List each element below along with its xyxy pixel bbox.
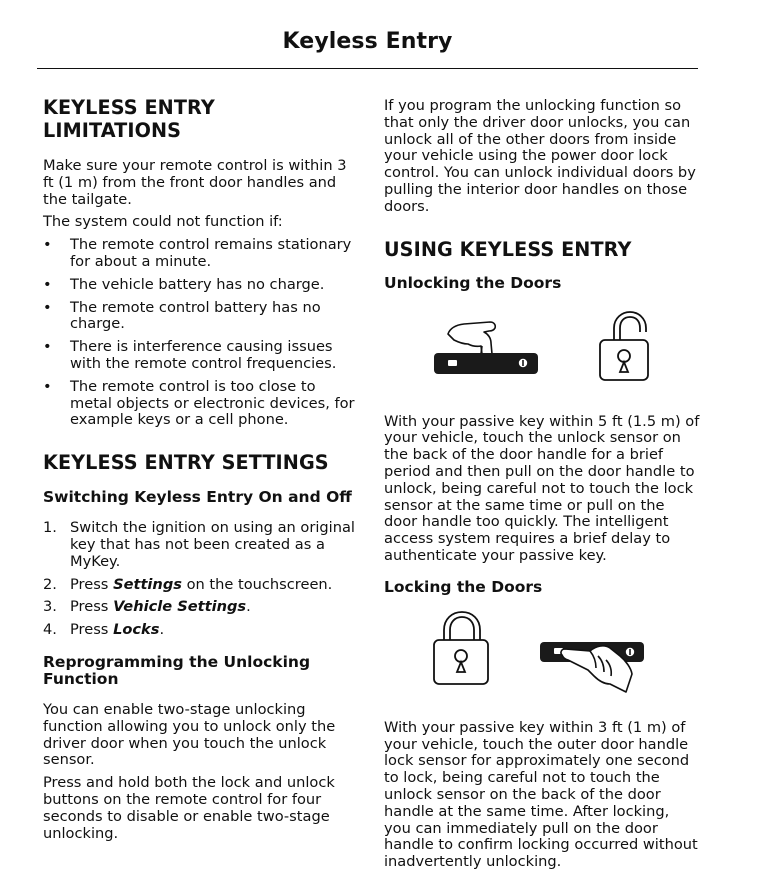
list-item: 4. Press Locks. <box>43 621 165 639</box>
list-item: 1. Switch the ignition on using an original key that has not been created as a MyKey. <box>43 519 355 570</box>
page-header <box>37 0 698 69</box>
locking-text: With your passive key within 3 ft (1 m) of your vehicle, touch the outer door handle lock sensor for approximately one second to lock, being careful not to touch the unlock sensor on the back of the door handle at the same time. After locking, you can immediately pull on the door handle to confirm locking occurred without inadvertently unlocking. <box>384 718 698 871</box>
list-item: • The remote control is too close to metal objects or electronic devices, for example keys or a cell phone. <box>43 377 355 429</box>
closed-padlock-icon <box>434 612 488 684</box>
open-padlock-icon <box>600 312 648 380</box>
settings-steps <box>43 520 356 639</box>
limitations-heading: KEYLESS ENTRY LIMITATIONS <box>43 96 215 142</box>
bullet-icon: • <box>43 298 52 316</box>
page-title: Keyless Entry <box>282 29 453 54</box>
unlocking-text: With your passive key within 5 ft (1.5 m) of your vehicle, touch the unlock sensor on the back of the door handle for a brief period and then pull on the door handle to unlock, being careful not to touch the lock sensor at the same time or pull on the door handle too quickly. The intelligent access system requires a brief delay to authenticate your passive key. <box>384 412 700 564</box>
limitations-list <box>43 237 356 429</box>
list-item: • There is interference causing issues with the remote control frequencies. <box>43 338 337 372</box>
settings-heading: KEYLESS ENTRY SETTINGS <box>43 451 329 475</box>
unlocking-heading: Unlocking the Doors <box>384 273 562 292</box>
bullet-icon: • <box>43 338 52 356</box>
unlock-illustration <box>384 306 700 406</box>
could-not-function-text: The system could not function if: <box>43 213 283 231</box>
reprogram-text-2: Press and hold both the lock and unlock buttons on the remote control for four seconds to disable or enable two-stage unlocking. <box>43 774 335 842</box>
right-column <box>384 96 700 871</box>
switching-heading: Switching Keyless Entry On and Off <box>43 488 352 507</box>
locking-heading: Locking the Doors <box>384 577 543 596</box>
using-heading: USING KEYLESS ENTRY <box>384 237 632 261</box>
unlock-figure <box>384 306 700 406</box>
reprogram-text-1: You can enable two-stage unlocking function allowing you to unlock only the driver door when you touch the unlock sensor. <box>43 700 336 769</box>
list-item: • The vehicle battery has no charge. <box>43 275 325 293</box>
list-item: 2. Press Settings on the touchscreen. <box>43 575 333 593</box>
left-column <box>43 96 356 842</box>
reprogram-heading: Reprogramming the Unlocking Function <box>43 652 311 688</box>
bullet-icon: • <box>43 275 52 293</box>
bullet-icon: • <box>43 236 52 254</box>
program-note: If you program the unlocking function so that only the driver door unlocks, you can unlock all of the other doors from inside your vehicle using the power door lock control. You can unlock individual doors by pulling the interior door handles on those doors. <box>384 97 696 215</box>
list-item: • The remote control remains stationary for about a minute. <box>43 236 352 270</box>
lock-illustration <box>384 608 700 714</box>
list-item: • The remote control battery has no charge. <box>43 298 321 333</box>
bullet-icon: • <box>43 377 52 395</box>
limitations-intro: Make sure your remote control is within 3 ft (1 m) from the front door handles and the tailgate. <box>43 157 347 208</box>
list-item: 3. Press Vehicle Settings. <box>43 598 251 616</box>
door-handle-icon <box>434 353 538 374</box>
lock-figure <box>384 608 700 714</box>
